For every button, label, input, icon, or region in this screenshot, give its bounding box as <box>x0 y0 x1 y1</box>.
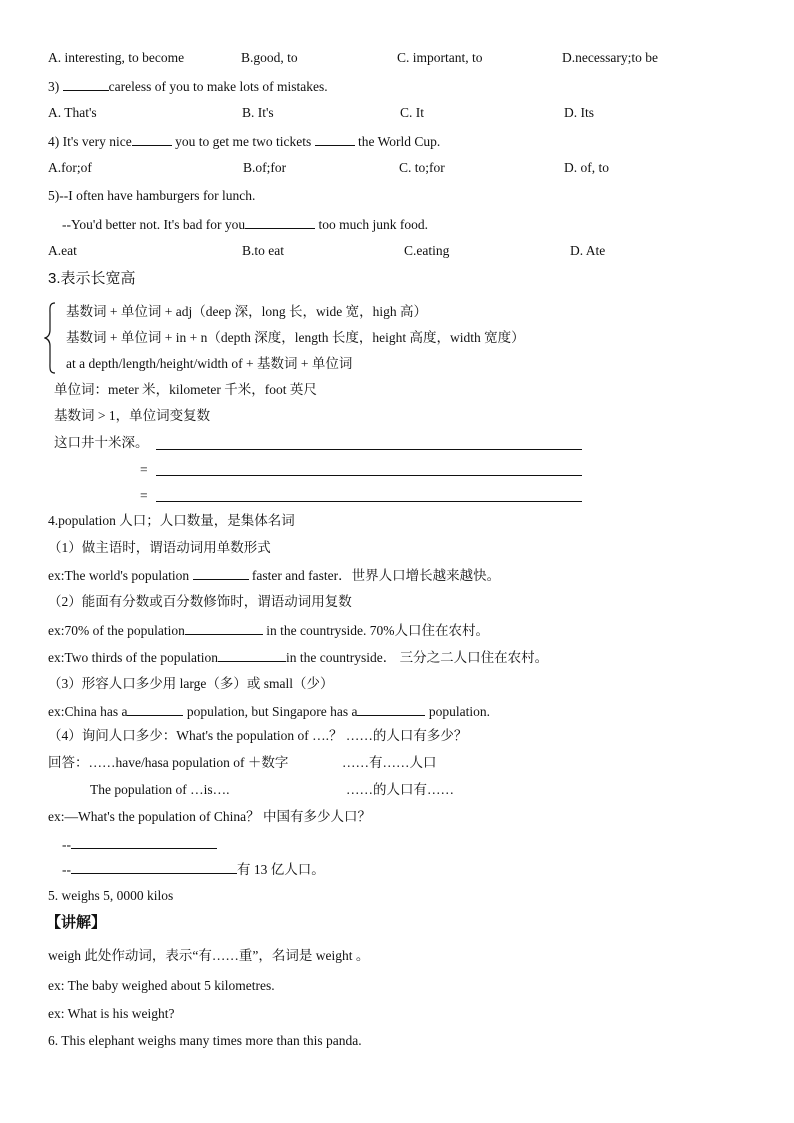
equals-sign-1: = <box>140 462 148 477</box>
example-1-text-b: faster and faster．世界人口增长越来越快。 <box>248 568 501 583</box>
dash-1: -- <box>62 837 71 852</box>
q3-blank <box>63 77 109 91</box>
q4-option-d: D. of, to <box>564 160 609 175</box>
example-1-blank <box>193 566 249 580</box>
answer-line-1 <box>156 449 582 450</box>
example-3-blank <box>218 648 286 662</box>
q4-text-1: 4) It's very nice <box>48 134 132 149</box>
answer-pattern-2-right: ……的人口有…… <box>346 782 454 797</box>
answer-line-2 <box>156 475 582 476</box>
q4-option-c: C. to;for <box>399 160 445 175</box>
q4-option-a: A.for;of <box>48 160 92 175</box>
q2-option-b: B.good, to <box>241 50 298 65</box>
example-3-text-a: ex:Two thirds of the population <box>48 650 219 665</box>
q4-text-3: the World Cup. <box>354 134 441 149</box>
answer-pattern-2-left: The population of …is…. <box>90 782 230 797</box>
q5-option-c: C.eating <box>404 243 450 258</box>
example-4-text-b: population, but Singapore has a <box>183 704 358 719</box>
example-2-text-b: in the countryside. 70%人口住在农村。 <box>262 623 489 638</box>
q4-blank-2 <box>315 132 355 146</box>
example-3-text-b: in the countryside． 三分之二人口住在农村。 <box>286 650 549 665</box>
q3-option-b: B. It's <box>242 105 274 120</box>
q5-option-a: A.eat <box>48 243 77 258</box>
reply-blank-2 <box>71 860 237 874</box>
example-2-text-a: ex:70% of the population <box>48 623 185 638</box>
equals-sign-2: = <box>140 488 148 503</box>
dash-2: -- <box>62 862 71 877</box>
answer-line-3 <box>156 501 582 502</box>
q4-text-2: you to get me two tickets <box>171 134 315 149</box>
q5-blank <box>245 215 315 229</box>
q5-option-d: D. Ate <box>570 243 606 258</box>
q3-text: careless of you to make lots of mistakes. <box>108 79 328 94</box>
q4-blank-1 <box>132 132 172 146</box>
example-4-blank-1 <box>127 702 183 716</box>
q3-option-a: A. That's <box>48 105 97 120</box>
q5-text-2: --You'd better not. It's bad for you <box>62 217 246 232</box>
reply-2-text: 有 13 亿人口。 <box>237 862 325 877</box>
example-2-blank <box>185 621 263 635</box>
example-1-text-a: ex:The world's population <box>48 568 193 583</box>
example-4-text-c: population. <box>425 704 490 719</box>
q5-option-b: B.to eat <box>242 243 284 258</box>
reply-blank-1 <box>71 835 217 849</box>
q5-text-3: too much junk food. <box>315 217 428 232</box>
q2-option-a: A. interesting, to become <box>48 50 185 65</box>
q3-number: 3) <box>48 79 63 94</box>
answer-pattern-1-left: 回答：……have/hasa population of ＋数字 <box>48 755 289 770</box>
q2-option-d: D.necessary;to be <box>562 50 658 65</box>
q3-option-c: C. It <box>400 105 425 120</box>
q3-option-d: D. Its <box>564 105 594 120</box>
answer-pattern-1-right: ……有……人口 <box>342 755 437 770</box>
q4-option-b: B.of;for <box>243 160 287 175</box>
example-4-text-a: ex:China has a <box>48 704 128 719</box>
q2-option-c: C. important, to <box>397 50 483 65</box>
left-brace-icon <box>44 302 56 374</box>
q5-text-1: 5)--I often have hamburgers for lunch. <box>48 188 256 203</box>
example-4-blank-2 <box>357 702 425 716</box>
